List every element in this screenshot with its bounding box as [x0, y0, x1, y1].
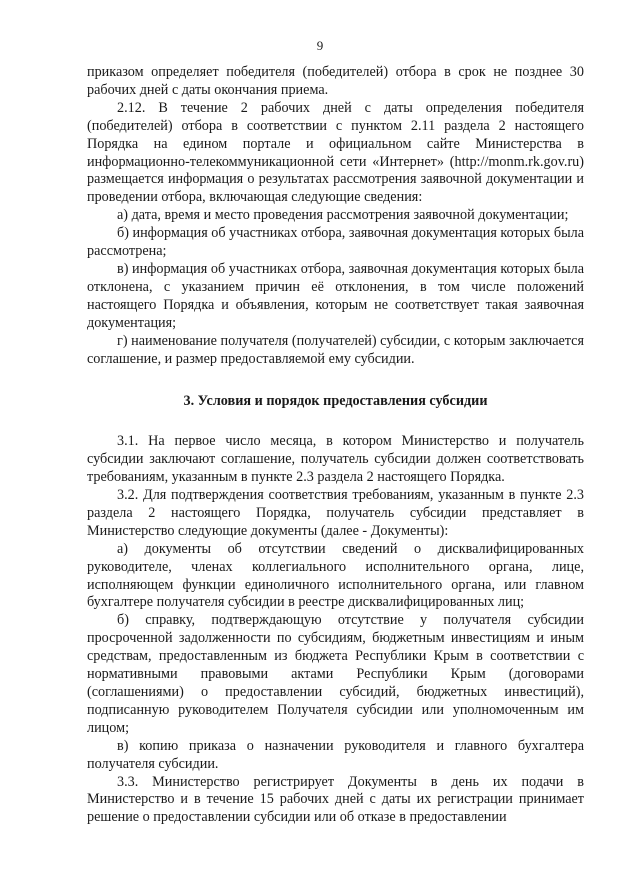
list-item-a: а) дата, время и место проведения рассмотрения заявочной документации; — [117, 207, 569, 224]
list-item-3-2-v: в) копию приказа о назначении руководителя и главного бухгалтера получателя субсидии. — [87, 737, 584, 772]
paragraph-3-2: 3.2. Для подтверждения соответствия требованиям, указанным в пункте 2.3 раздела 2 настоящего Порядка, получатель субсидии представляет в Министерство следующие документы (далее - Документы): — [87, 487, 584, 539]
list-item-v: в) информация об участниках отбора, заявочная документация которых была отклонена, с указанием причин её отклонения, в том числе положений настоящего Порядка и объявления, которым не соответствует такая заявочная документация; — [87, 260, 584, 331]
paragraph-2-12: 2.12. В течение 2 рабочих дней с даты определения победителя (победителей) отбора в соответствии с пунктом 2.11 раздела 2 настоящего Порядка на едином портале и официальном сайте Министерства в информационно-телекоммуникационной сети «Интернет» (http://monm.rk.gov.ru) размещается информация о результатах рассмотрения заявочной документации и проведении отбора, включающая следующие сведения: — [87, 99, 584, 206]
paragraph-3-3: 3.3. Министерство регистрирует Документы в день их подачи в Министерство и в течение 15 рабочих дней с даты их регистрации принимает решение о предоставлении субсидии или об отказе в предоставлении — [87, 773, 584, 826]
paragraph-2-11-tail: приказом определяет победителя (победителей) отбора в срок не позднее 30 рабочих дней с даты окончания приема. — [87, 64, 584, 98]
list-item-b: б) информация об участниках отбора, заявочная документация которых была рассмотрена; — [87, 225, 585, 260]
paragraph-3-1: 3.1. На первое число месяца, в котором Министерство и получатель субсидии заключают соглашение, получатель субсидии должен соответствовать требованиям, указанным в пункте 2.3 раздела 2 настоящего Порядка. — [87, 433, 584, 486]
list-item-3-2-b: б) справку, подтверждающую отсутствие у получателя субсидии просроченной задолженности по субсидиям, бюджетным инвестициям и иным средствам, предоставленным из бюджета Республики Крым в соответствии с нормативными правовыми актами Республики Крым (договорами (соглашениями) о предоставлении субсидий, бюджетных инвестиций), подписанную руководителем Получателя субсидии или уполномоченным им лицом; — [87, 612, 584, 736]
document-body — [87, 64, 584, 827]
page-number: 9 — [316, 38, 324, 53]
list-item-3-2-a: а) документы об отсутствии сведений о дисквалифицированных руководителе, членах коллегиального исполнительного органа, лице, исполняющем функции единоличного исполнительного органа, или главном бухгалтере получателя субсидии в реестре дисквалифицированных лиц; — [87, 540, 584, 611]
list-item-g: г) наименование получателя (получателей) субсидии, с которым заключается соглашение, и размер предоставляемой ему субсидии. — [87, 332, 584, 367]
section-3-heading: 3. Условия и порядок предоставления субсидии — [183, 393, 488, 410]
